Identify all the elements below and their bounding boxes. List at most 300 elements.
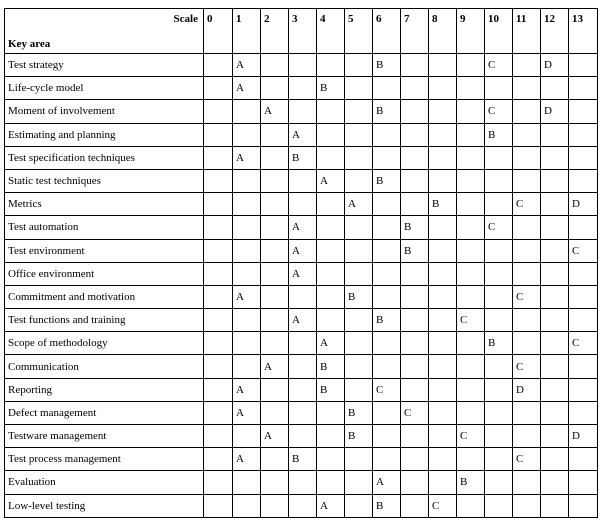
- level-cell: [345, 100, 373, 123]
- level-cell: [317, 216, 345, 239]
- level-cell: [485, 239, 513, 262]
- level-cell: [317, 471, 345, 494]
- level-cell: [261, 401, 289, 424]
- level-cell: [457, 239, 485, 262]
- level-cell: A: [233, 54, 261, 77]
- level-cell: [233, 100, 261, 123]
- level-cell: [429, 123, 457, 146]
- level-cell: [401, 332, 429, 355]
- level-cell: C: [373, 378, 401, 401]
- level-cell: C: [513, 448, 541, 471]
- level-cell: B: [485, 123, 513, 146]
- level-cell: B: [345, 285, 373, 308]
- level-cell: A: [317, 169, 345, 192]
- level-cell: [261, 332, 289, 355]
- level-cell: [513, 123, 541, 146]
- level-cell: [485, 285, 513, 308]
- level-cell: [204, 285, 233, 308]
- level-cell: [513, 100, 541, 123]
- level-cell: [317, 193, 345, 216]
- key-area-label: Key area: [8, 38, 51, 50]
- key-area-name: Test environment: [5, 239, 204, 262]
- key-area-name: Evaluation: [5, 471, 204, 494]
- level-cell: C: [401, 401, 429, 424]
- level-cell: [485, 471, 513, 494]
- level-cell: [485, 309, 513, 332]
- level-cell: [513, 332, 541, 355]
- level-cell: [317, 262, 345, 285]
- level-cell: D: [513, 378, 541, 401]
- scale-level-header: 11: [513, 9, 541, 54]
- level-cell: [457, 332, 485, 355]
- level-cell: [233, 239, 261, 262]
- level-cell: B: [289, 448, 317, 471]
- level-cell: A: [317, 332, 345, 355]
- level-cell: [541, 494, 569, 517]
- level-cell: [317, 401, 345, 424]
- level-cell: C: [513, 285, 541, 308]
- level-cell: A: [233, 77, 261, 100]
- level-cell: [373, 239, 401, 262]
- key-area-name: Testware management: [5, 425, 204, 448]
- scale-level-header: 4: [317, 9, 345, 54]
- level-cell: [429, 77, 457, 100]
- level-cell: [345, 471, 373, 494]
- level-cell: [401, 146, 429, 169]
- level-cell: [289, 54, 317, 77]
- level-cell: [429, 378, 457, 401]
- level-cell: B: [373, 54, 401, 77]
- level-cell: [289, 401, 317, 424]
- level-cell: B: [317, 355, 345, 378]
- scale-level-header: 9: [457, 9, 485, 54]
- matrix-body: [5, 54, 598, 518]
- level-cell: [373, 355, 401, 378]
- level-cell: [233, 193, 261, 216]
- level-cell: [429, 332, 457, 355]
- level-cell: [261, 169, 289, 192]
- key-area-name: Test strategy: [5, 54, 204, 77]
- level-cell: [569, 169, 598, 192]
- level-cell: [233, 494, 261, 517]
- level-cell: [569, 146, 598, 169]
- key-area-name: Scope of methodology: [5, 332, 204, 355]
- level-cell: [289, 378, 317, 401]
- level-cell: [204, 123, 233, 146]
- level-cell: [289, 100, 317, 123]
- level-cell: B: [457, 471, 485, 494]
- level-cell: [485, 355, 513, 378]
- level-cell: [429, 262, 457, 285]
- level-cell: [204, 193, 233, 216]
- level-cell: C: [457, 309, 485, 332]
- level-cell: [569, 471, 598, 494]
- key-area-name: Metrics: [5, 193, 204, 216]
- level-cell: A: [261, 355, 289, 378]
- level-cell: [345, 355, 373, 378]
- level-cell: B: [485, 332, 513, 355]
- level-cell: A: [289, 216, 317, 239]
- level-cell: [541, 285, 569, 308]
- level-cell: [485, 378, 513, 401]
- table-row: [5, 378, 598, 401]
- key-area-name: Test automation: [5, 216, 204, 239]
- level-cell: [204, 355, 233, 378]
- level-cell: [401, 309, 429, 332]
- level-cell: [317, 54, 345, 77]
- table-row: [5, 309, 598, 332]
- key-area-name: Commitment and motivation: [5, 285, 204, 308]
- level-cell: [429, 448, 457, 471]
- level-cell: B: [401, 239, 429, 262]
- level-cell: [233, 309, 261, 332]
- level-cell: D: [541, 100, 569, 123]
- level-cell: [513, 216, 541, 239]
- level-cell: [204, 401, 233, 424]
- level-cell: [345, 494, 373, 517]
- level-cell: [541, 332, 569, 355]
- header-row: [5, 9, 598, 54]
- scale-level-header: 1: [233, 9, 261, 54]
- level-cell: C: [485, 216, 513, 239]
- level-cell: [289, 471, 317, 494]
- level-cell: [204, 169, 233, 192]
- table-row: [5, 100, 598, 123]
- level-cell: A: [289, 309, 317, 332]
- level-cell: C: [569, 332, 598, 355]
- level-cell: [513, 471, 541, 494]
- level-cell: [429, 425, 457, 448]
- scale-level-header: 2: [261, 9, 289, 54]
- level-cell: [485, 169, 513, 192]
- level-cell: [204, 378, 233, 401]
- level-cell: [401, 471, 429, 494]
- level-cell: [429, 309, 457, 332]
- table-row: [5, 193, 598, 216]
- level-cell: [317, 285, 345, 308]
- key-area-name: Reporting: [5, 378, 204, 401]
- level-cell: [317, 448, 345, 471]
- maturity-matrix-table: [4, 8, 598, 518]
- level-cell: A: [261, 425, 289, 448]
- level-cell: [345, 216, 373, 239]
- level-cell: [345, 54, 373, 77]
- level-cell: [373, 262, 401, 285]
- level-cell: [317, 239, 345, 262]
- level-cell: [401, 169, 429, 192]
- scale-level-header: 6: [373, 9, 401, 54]
- table-row: [5, 285, 598, 308]
- level-cell: [485, 448, 513, 471]
- level-cell: [289, 425, 317, 448]
- level-cell: [569, 378, 598, 401]
- key-area-name: Low-level testing: [5, 494, 204, 517]
- header-corner-cell: [5, 9, 204, 54]
- level-cell: [204, 309, 233, 332]
- level-cell: C: [513, 193, 541, 216]
- level-cell: [204, 332, 233, 355]
- level-cell: A: [233, 448, 261, 471]
- level-cell: [345, 169, 373, 192]
- table-row: [5, 146, 598, 169]
- level-cell: [317, 146, 345, 169]
- key-area-name: Communication: [5, 355, 204, 378]
- table-row: [5, 355, 598, 378]
- level-cell: [373, 123, 401, 146]
- key-area-name: Test functions and training: [5, 309, 204, 332]
- level-cell: [541, 169, 569, 192]
- level-cell: B: [317, 378, 345, 401]
- level-cell: [457, 216, 485, 239]
- level-cell: C: [513, 355, 541, 378]
- table-row: [5, 425, 598, 448]
- level-cell: [401, 262, 429, 285]
- level-cell: [401, 448, 429, 471]
- level-cell: C: [485, 54, 513, 77]
- level-cell: [401, 100, 429, 123]
- level-cell: [541, 425, 569, 448]
- level-cell: [233, 471, 261, 494]
- level-cell: [289, 169, 317, 192]
- level-cell: [457, 355, 485, 378]
- level-cell: [541, 123, 569, 146]
- level-cell: B: [373, 100, 401, 123]
- level-cell: [289, 77, 317, 100]
- level-cell: [345, 262, 373, 285]
- level-cell: C: [485, 100, 513, 123]
- level-cell: [204, 216, 233, 239]
- level-cell: [204, 425, 233, 448]
- level-cell: [233, 332, 261, 355]
- level-cell: A: [345, 193, 373, 216]
- level-cell: [513, 494, 541, 517]
- level-cell: A: [233, 401, 261, 424]
- level-cell: [373, 401, 401, 424]
- level-cell: [204, 448, 233, 471]
- level-cell: [261, 216, 289, 239]
- level-cell: [513, 309, 541, 332]
- level-cell: [569, 309, 598, 332]
- scale-level-header: 8: [429, 9, 457, 54]
- level-cell: [373, 146, 401, 169]
- level-cell: [401, 425, 429, 448]
- level-cell: [485, 193, 513, 216]
- level-cell: A: [233, 378, 261, 401]
- level-cell: B: [373, 309, 401, 332]
- level-cell: [457, 77, 485, 100]
- level-cell: [401, 378, 429, 401]
- key-area-name: Life-cycle model: [5, 77, 204, 100]
- level-cell: [317, 425, 345, 448]
- table-row: [5, 54, 598, 77]
- level-cell: [457, 262, 485, 285]
- key-area-name: Defect management: [5, 401, 204, 424]
- table-row: [5, 169, 598, 192]
- level-cell: [345, 378, 373, 401]
- level-cell: [485, 401, 513, 424]
- level-cell: [373, 285, 401, 308]
- level-cell: [289, 193, 317, 216]
- key-area-name: Office environment: [5, 262, 204, 285]
- level-cell: [429, 169, 457, 192]
- level-cell: [401, 54, 429, 77]
- level-cell: [373, 332, 401, 355]
- level-cell: [569, 123, 598, 146]
- level-cell: [429, 285, 457, 308]
- level-cell: C: [457, 425, 485, 448]
- level-cell: [401, 77, 429, 100]
- key-area-name: Test specification techniques: [5, 146, 204, 169]
- level-cell: [457, 54, 485, 77]
- level-cell: B: [289, 146, 317, 169]
- level-cell: [569, 54, 598, 77]
- scale-level-header: 12: [541, 9, 569, 54]
- level-cell: [569, 216, 598, 239]
- table-row: [5, 332, 598, 355]
- level-cell: [513, 77, 541, 100]
- level-cell: [345, 332, 373, 355]
- level-cell: [261, 77, 289, 100]
- level-cell: [457, 401, 485, 424]
- level-cell: [261, 146, 289, 169]
- level-cell: D: [569, 425, 598, 448]
- level-cell: [345, 239, 373, 262]
- level-cell: [233, 123, 261, 146]
- level-cell: [513, 239, 541, 262]
- level-cell: [513, 401, 541, 424]
- level-cell: [261, 262, 289, 285]
- level-cell: [373, 425, 401, 448]
- level-cell: [541, 471, 569, 494]
- level-cell: [289, 494, 317, 517]
- level-cell: [485, 494, 513, 517]
- level-cell: [485, 146, 513, 169]
- level-cell: [541, 77, 569, 100]
- level-cell: [541, 262, 569, 285]
- level-cell: [569, 77, 598, 100]
- key-area-name: Test process management: [5, 448, 204, 471]
- level-cell: [429, 471, 457, 494]
- level-cell: [457, 378, 485, 401]
- level-cell: [261, 494, 289, 517]
- level-cell: [541, 309, 569, 332]
- level-cell: [204, 100, 233, 123]
- scale-level-header: 7: [401, 9, 429, 54]
- level-cell: [457, 193, 485, 216]
- level-cell: [401, 123, 429, 146]
- level-cell: [569, 448, 598, 471]
- scale-level-header: 5: [345, 9, 373, 54]
- table-row: [5, 471, 598, 494]
- level-cell: [289, 332, 317, 355]
- scale-level-header: 10: [485, 9, 513, 54]
- level-cell: [401, 355, 429, 378]
- level-cell: [429, 239, 457, 262]
- level-cell: A: [233, 146, 261, 169]
- table-row: [5, 401, 598, 424]
- level-cell: [261, 285, 289, 308]
- level-cell: [485, 262, 513, 285]
- level-cell: B: [345, 425, 373, 448]
- level-cell: [513, 146, 541, 169]
- level-cell: [513, 262, 541, 285]
- table-row: [5, 262, 598, 285]
- level-cell: [204, 54, 233, 77]
- level-cell: [401, 193, 429, 216]
- level-cell: [233, 216, 261, 239]
- level-cell: [233, 355, 261, 378]
- level-cell: [457, 285, 485, 308]
- level-cell: [373, 77, 401, 100]
- level-cell: [204, 471, 233, 494]
- level-cell: A: [289, 123, 317, 146]
- table-row: [5, 123, 598, 146]
- level-cell: [345, 448, 373, 471]
- level-cell: [204, 494, 233, 517]
- level-cell: [401, 285, 429, 308]
- key-area-name: Moment of involvement: [5, 100, 204, 123]
- level-cell: [317, 309, 345, 332]
- level-cell: [541, 401, 569, 424]
- table-row: [5, 77, 598, 100]
- level-cell: [373, 193, 401, 216]
- level-cell: [541, 193, 569, 216]
- level-cell: [541, 146, 569, 169]
- level-cell: A: [261, 100, 289, 123]
- level-cell: [457, 146, 485, 169]
- table-row: [5, 216, 598, 239]
- level-cell: B: [373, 169, 401, 192]
- level-cell: [373, 216, 401, 239]
- level-cell: [429, 401, 457, 424]
- table-row: [5, 239, 598, 262]
- level-cell: [261, 123, 289, 146]
- level-cell: [569, 262, 598, 285]
- level-cell: B: [373, 494, 401, 517]
- level-cell: A: [373, 471, 401, 494]
- level-cell: [513, 169, 541, 192]
- level-cell: B: [317, 77, 345, 100]
- level-cell: [317, 123, 345, 146]
- level-cell: [569, 401, 598, 424]
- level-cell: [457, 448, 485, 471]
- level-cell: [429, 216, 457, 239]
- level-cell: [373, 448, 401, 471]
- level-cell: [569, 285, 598, 308]
- level-cell: A: [317, 494, 345, 517]
- level-cell: [289, 355, 317, 378]
- level-cell: [317, 100, 345, 123]
- level-cell: [513, 54, 541, 77]
- level-cell: [429, 146, 457, 169]
- level-cell: [429, 355, 457, 378]
- level-cell: D: [541, 54, 569, 77]
- level-cell: [429, 54, 457, 77]
- level-cell: [261, 448, 289, 471]
- key-area-name: Estimating and planning: [5, 123, 204, 146]
- level-cell: [457, 169, 485, 192]
- level-cell: [485, 425, 513, 448]
- level-cell: C: [569, 239, 598, 262]
- level-cell: A: [289, 239, 317, 262]
- level-cell: C: [429, 494, 457, 517]
- level-cell: [485, 77, 513, 100]
- level-cell: [261, 54, 289, 77]
- level-cell: [233, 169, 261, 192]
- level-cell: [204, 146, 233, 169]
- level-cell: [569, 494, 598, 517]
- scale-level-header: 3: [289, 9, 317, 54]
